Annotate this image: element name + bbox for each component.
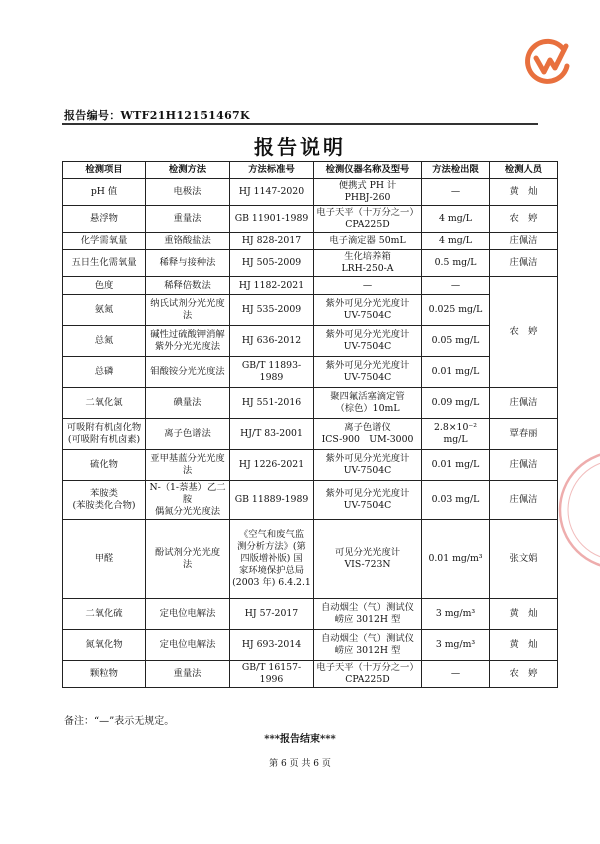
cell-standard: HJ 551-2016 (230, 388, 314, 419)
cell-instrument: 自动烟尘（气）测试仪 崂应 3012H 型 (314, 630, 422, 661)
cell-standard: GB/T 16157-1996 (230, 661, 314, 688)
cell-method: 亚甲基蓝分光光度法 (146, 450, 230, 481)
table-body (63, 179, 558, 688)
cell-item: pH 值 (63, 179, 146, 206)
cell-standard: 《空气和废气监 测分析方法》(第 四版增补版) 国 家环境保护总局 (2003 年) 6.4.2.1 (230, 520, 314, 599)
table-row (63, 326, 558, 357)
cell-person: 农 婷 (490, 206, 558, 233)
cell-standard: HJ/T 83-2001 (230, 419, 314, 450)
cell-person: 庄佩洁 (490, 388, 558, 419)
table-row (63, 206, 558, 233)
cell-person: 庄佩洁 (490, 250, 558, 277)
cell-instrument: 电子滴定器 50mL (314, 233, 422, 250)
table-row (63, 419, 558, 450)
cell-standard: GB 11889-1989 (230, 481, 314, 520)
cell-item: 总磷 (63, 357, 146, 388)
cell-person: 黄 灿 (490, 179, 558, 206)
table-header-row (63, 162, 558, 179)
cell-person: 黄 灿 (490, 599, 558, 630)
column-header: 检测方法 (146, 162, 230, 179)
cell-instrument: 离子色谱仪 ICS-900 UM-3000 (314, 419, 422, 450)
cell-method: 定电位电解法 (146, 630, 230, 661)
cell-method: 离子色谱法 (146, 419, 230, 450)
cell-item: 可吸附有机卤化物 (可吸附有机卤素) (63, 419, 146, 450)
cell-limit: — (422, 661, 490, 688)
cell-person: 黄 灿 (490, 630, 558, 661)
cell-limit: 0.01 mg/L (422, 357, 490, 388)
cell-item: 化学需氧量 (63, 233, 146, 250)
cell-item: 苯胺类 (苯胺类化合物) (63, 481, 146, 520)
cell-instrument: 紫外可见分光光度计 UV-7504C (314, 481, 422, 520)
cell-standard: GB 11901-1989 (230, 206, 314, 233)
cell-method: 稀释倍数法 (146, 277, 230, 295)
cell-method: 碘量法 (146, 388, 230, 419)
test-methods-table (62, 161, 558, 688)
cell-standard: HJ 57-2017 (230, 599, 314, 630)
table-row (63, 295, 558, 326)
cell-standard: HJ 636-2012 (230, 326, 314, 357)
seal-stamp-icon (548, 445, 600, 575)
table-row (63, 233, 558, 250)
page-number: 第 6 页 共 6 页 (269, 759, 331, 769)
cell-limit: — (422, 179, 490, 206)
table-row (63, 277, 558, 295)
cell-limit: 0.05 mg/L (422, 326, 490, 357)
cell-limit: 4 mg/L (422, 206, 490, 233)
table-row (63, 388, 558, 419)
cell-limit: 0.025 mg/L (422, 295, 490, 326)
cell-limit: 3 mg/m³ (422, 599, 490, 630)
cell-method: 纳氏试剂分光光度法 (146, 295, 230, 326)
table-row (63, 630, 558, 661)
header-divider (62, 123, 538, 125)
cell-method: 稀释与接种法 (146, 250, 230, 277)
cell-instrument: — (314, 277, 422, 295)
cell-method: 酚试剂分光光度 法 (146, 520, 230, 599)
cell-item: 氮氧化物 (63, 630, 146, 661)
cell-person: 张文娟 (490, 520, 558, 599)
cell-person: 覃春丽 (490, 419, 558, 450)
cell-standard: HJ 828-2017 (230, 233, 314, 250)
cell-item: 悬浮物 (63, 206, 146, 233)
cell-standard: HJ 1147-2020 (230, 179, 314, 206)
cell-person: 农 婷 (490, 277, 558, 388)
table-row (63, 599, 558, 630)
cell-item: 甲醛 (63, 520, 146, 599)
cell-method: 电极法 (146, 179, 230, 206)
cell-item: 总氮 (63, 326, 146, 357)
table-row (63, 450, 558, 481)
cell-instrument: 紫外可见分光光度计 UV-7504C (314, 326, 422, 357)
cell-item: 色度 (63, 277, 146, 295)
cell-limit: 0.01 mg/L (422, 450, 490, 481)
column-header: 检测仪器名称及型号 (314, 162, 422, 179)
report-end-marker: ***报告结束*** (264, 734, 336, 745)
cell-limit: 3 mg/m³ (422, 630, 490, 661)
cell-method: 重铬酸盐法 (146, 233, 230, 250)
cell-item: 二氧化氯 (63, 388, 146, 419)
cell-instrument: 自动烟尘（气）测试仪 崂应 3012H 型 (314, 599, 422, 630)
cell-standard: HJ 693-2014 (230, 630, 314, 661)
cell-person: 庄佩洁 (490, 481, 558, 520)
cell-limit: 2.8×10⁻² mg/L (422, 419, 490, 450)
cell-standard: HJ 505-2009 (230, 250, 314, 277)
cell-person: 庄佩洁 (490, 450, 558, 481)
cell-method: 重量法 (146, 206, 230, 233)
cell-standard: HJ 1226-2021 (230, 450, 314, 481)
cell-instrument: 紫外可见分光光度计 UV-7504C (314, 295, 422, 326)
cell-item: 五日生化需氧量 (63, 250, 146, 277)
cell-instrument: 聚四氟活塞滴定管 （棕色）10mL (314, 388, 422, 419)
cell-limit: 0.5 mg/L (422, 250, 490, 277)
cell-item: 颗粒物 (63, 661, 146, 688)
report-number: 报告编号：WTF21H12151467K (64, 109, 250, 122)
cell-item: 二氧化硫 (63, 599, 146, 630)
table-row (63, 179, 558, 206)
column-header: 方法检出限 (422, 162, 490, 179)
cell-method: 重量法 (146, 661, 230, 688)
cell-instrument: 便携式 PH 计 PHBJ-260 (314, 179, 422, 206)
company-logo-icon (522, 36, 572, 86)
cell-limit: — (422, 277, 490, 295)
cell-instrument: 紫外可见分光光度计 UV-7504C (314, 450, 422, 481)
column-header: 检测人员 (490, 162, 558, 179)
table-row (63, 661, 558, 688)
table-row (63, 520, 558, 599)
table-row (63, 250, 558, 277)
cell-standard: GB/T 11893-1989 (230, 357, 314, 388)
cell-limit: 0.01 mg/m³ (422, 520, 490, 599)
cell-limit: 0.03 mg/L (422, 481, 490, 520)
cell-method: 碱性过硫酸钾消解 紫外分光光度法 (146, 326, 230, 357)
cell-method: 定电位电解法 (146, 599, 230, 630)
cell-person: 农 婷 (490, 661, 558, 688)
cell-instrument: 电子天平（十万分之一） CPA225D (314, 206, 422, 233)
cell-item: 硫化物 (63, 450, 146, 481)
cell-standard: HJ 535-2009 (230, 295, 314, 326)
cell-person: 庄佩洁 (490, 233, 558, 250)
cell-limit: 4 mg/L (422, 233, 490, 250)
column-header: 方法标准号 (230, 162, 314, 179)
remark-note: 备注：“—”表示无规定。 (64, 716, 175, 727)
cell-method: 钼酸铵分光光度法 (146, 357, 230, 388)
table-row (63, 357, 558, 388)
cell-method: N-（1-萘基）乙二胺 偶氮分光光度法 (146, 481, 230, 520)
page-title: 报告说明 (254, 135, 346, 159)
table-row (63, 481, 558, 520)
cell-item: 氨氮 (63, 295, 146, 326)
cell-limit: 0.09 mg/L (422, 388, 490, 419)
cell-instrument: 可见分光光度计 VIS-723N (314, 520, 422, 599)
cell-standard: HJ 1182-2021 (230, 277, 314, 295)
cell-instrument: 紫外可见分光光度计 UV-7504C (314, 357, 422, 388)
cell-instrument: 生化培养箱 LRH-250-A (314, 250, 422, 277)
cell-instrument: 电子天平（十万分之一） CPA225D (314, 661, 422, 688)
column-header: 检测项目 (63, 162, 146, 179)
